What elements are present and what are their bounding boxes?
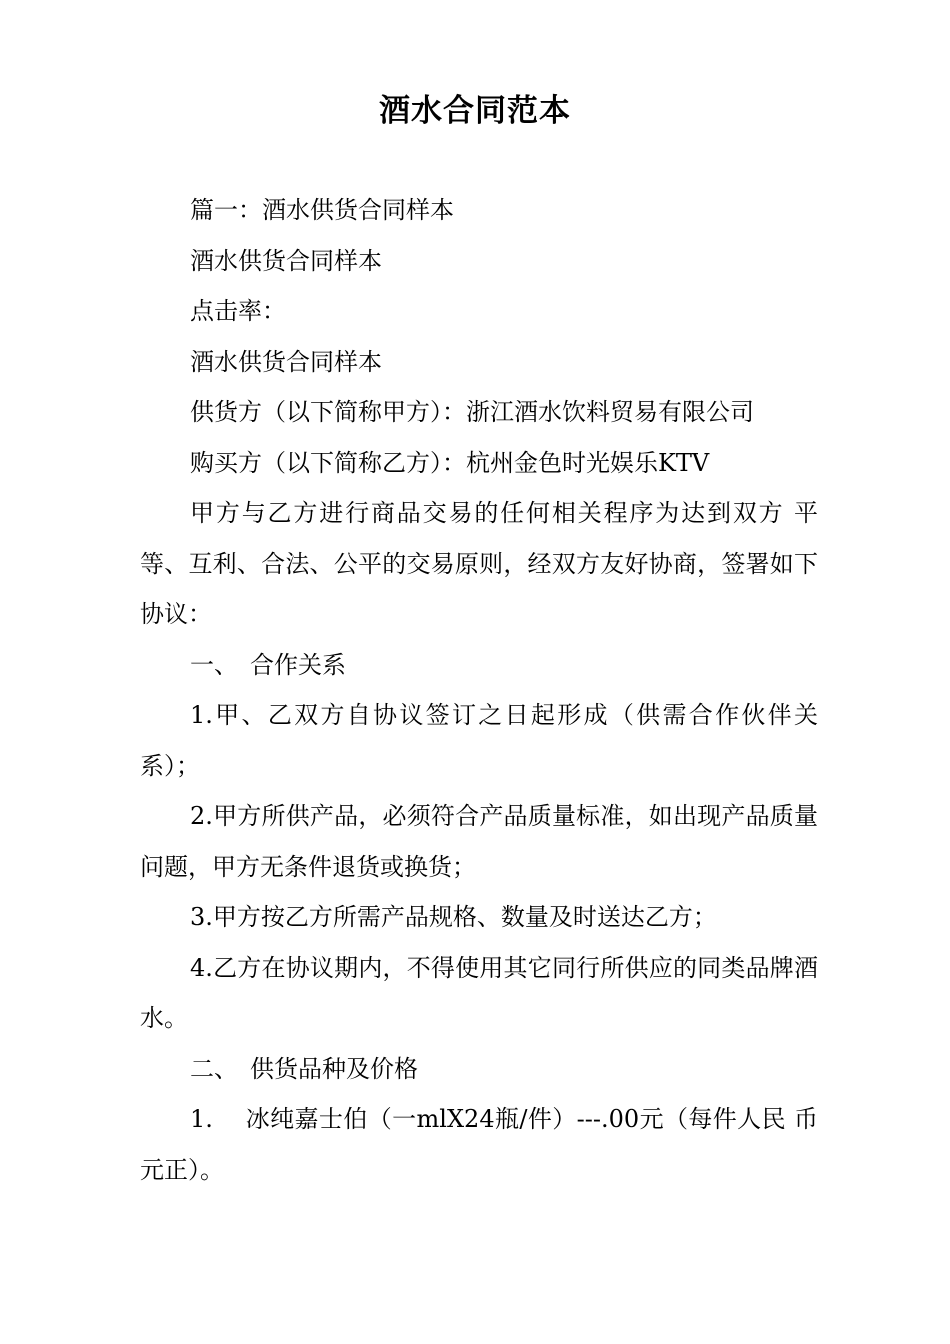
paragraph-preamble: 甲方与乙方进行商品交易的任何相关程序为达到双方 平等、互利、合法、公平的交易原则，经双方友好协商，签署如下协议： <box>140 499 818 628</box>
paragraph-heading-supply: 二、 供货品种及价格 <box>190 1054 418 1083</box>
paragraph-buyer: 购买方（以下简称乙方）：杭州金色时光娱乐KTV <box>190 448 710 477</box>
document-title: 酒水合同范本 <box>379 93 571 129</box>
paragraph-supply-item-1: 1. 冰纯嘉士伯（一mlX24瓶/件）---.00元（每件人民 币元正）。 <box>140 1105 818 1184</box>
paragraph-supplier: 供货方（以下简称甲方）：浙江酒水饮料贸易有限公司 <box>190 398 754 426</box>
document-body <box>140 185 818 1195</box>
paragraph-clause-2: 2.甲方所供产品，必须符合产品质量标准，如出现产品质量问题，甲方无条件退货或换货； <box>140 802 818 881</box>
paragraph-clause-4: 4.乙方在协议期内，不得使用其它同行所供应的同类品牌酒水。 <box>140 953 818 1032</box>
paragraph-clause-1: 1.甲、乙双方自协议签订之日起形成（供需合作伙伴关系）； <box>140 701 818 780</box>
paragraph-clause-3: 3.甲方按乙方所需产品规格、数量及时送达乙方； <box>190 903 717 931</box>
paragraph-contract-name: 酒水供货合同样本 <box>190 246 382 275</box>
paragraph-section-heading: 篇一：酒水供货合同样本 <box>190 196 454 224</box>
paragraph-contract-name-repeat: 酒水供货合同样本 <box>190 347 382 376</box>
paragraph-heading-cooperation: 一、 合作关系 <box>190 650 346 679</box>
paragraph-click-rate: 点击率： <box>190 297 286 325</box>
